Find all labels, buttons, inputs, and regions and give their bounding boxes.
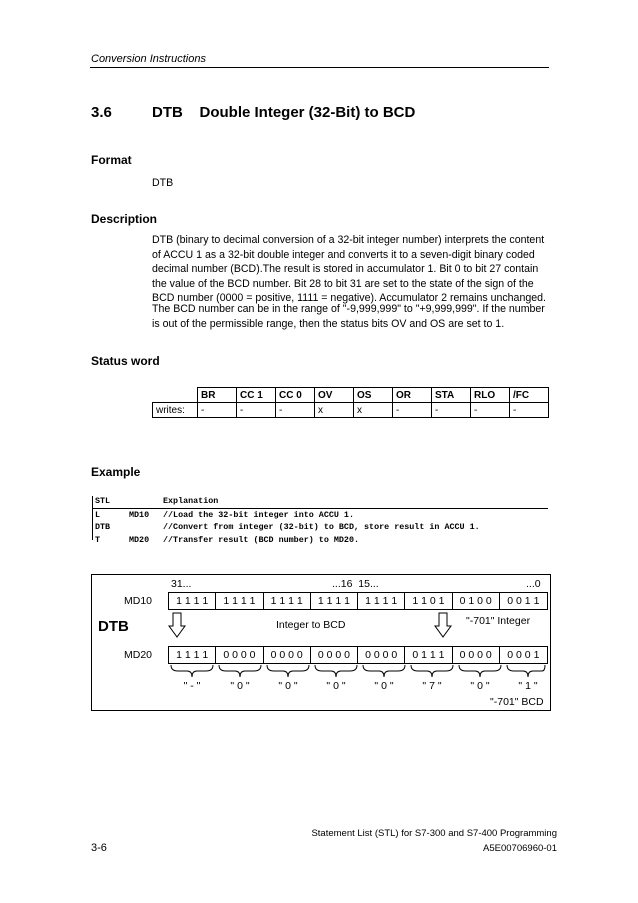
bit-nibble: 0 0 0 0 xyxy=(358,647,405,663)
code-col-explanation: Explanation xyxy=(163,496,219,506)
status-row-label: writes: xyxy=(153,403,198,418)
description-paragraph-2: The BCD number can be in the range of "-9,999,999" to "+9,999,999". If the number is out of the permissible range, then the status bits OV and OS are set to 1. xyxy=(152,303,545,330)
status-col-fc: /FC xyxy=(510,388,549,403)
md10-label: MD10 xyxy=(124,595,153,607)
code-comment: //Load the 32-bit integer into ACCU 1. xyxy=(163,509,354,520)
bit-nibble: 1 1 1 1 xyxy=(264,593,311,609)
format-value: DTB xyxy=(152,177,174,189)
status-value: - xyxy=(198,403,237,418)
bit-nibble: 0 0 0 1 xyxy=(507,649,540,661)
footer-title: Statement List (STL) for S7-300 and S7-400 Programming xyxy=(311,828,557,839)
bcd-digit: " 7 " xyxy=(422,680,442,692)
status-col-ov: OV xyxy=(315,388,354,403)
status-value: - xyxy=(510,403,549,418)
bit-nibble: 1 1 0 1 xyxy=(405,593,452,609)
down-arrow-icon xyxy=(168,612,186,638)
status-value: x xyxy=(315,403,354,418)
section-number: 3.6 xyxy=(91,104,112,121)
bit-label-high: 31... xyxy=(171,578,192,590)
status-col-cc0: CC 0 xyxy=(276,388,315,403)
code-line xyxy=(92,509,548,522)
code-op: L xyxy=(95,509,101,520)
code-arg: MD20 xyxy=(129,534,150,545)
format-heading: Format xyxy=(91,153,132,167)
source-value-label: "-701" Integer xyxy=(466,615,531,627)
status-value: - xyxy=(393,403,432,418)
code-col-stl: STL xyxy=(95,496,111,506)
down-arrow-icon xyxy=(434,612,452,638)
status-value: - xyxy=(432,403,471,418)
bit-nibble: 0 0 0 0 xyxy=(453,647,500,663)
page-number: 3-6 xyxy=(91,842,107,854)
bit-nibble: 0 0 0 0 xyxy=(216,647,263,663)
result-value-label: "-701" BCD xyxy=(490,696,544,708)
bit-nibble: 1 1 1 1 xyxy=(169,647,216,663)
code-op: T xyxy=(95,534,101,545)
md10-bit-row xyxy=(168,592,548,610)
code-arg xyxy=(129,521,163,534)
status-value: - xyxy=(276,403,315,418)
running-header: Conversion Instructions xyxy=(91,53,206,65)
bit-nibble: 1 1 1 1 xyxy=(216,593,263,609)
section-title: DTB Double Integer (32-Bit) to BCD xyxy=(152,104,416,121)
bit-nibble: 1 1 1 1 xyxy=(311,593,358,609)
footer-doc-number: A5E00706960-01 xyxy=(483,843,557,854)
bcd-digit: " 1 " xyxy=(518,680,538,692)
status-col-br: BR xyxy=(198,388,237,403)
status-value: - xyxy=(471,403,510,418)
bcd-digit: " - " xyxy=(183,680,201,692)
bit-nibble: 1 1 1 1 xyxy=(358,593,405,609)
code-line xyxy=(92,521,548,534)
code-line xyxy=(92,534,548,547)
status-value: - xyxy=(237,403,276,418)
md20-bit-row xyxy=(168,646,548,664)
bcd-digit: " 0 " xyxy=(326,680,346,692)
status-value: x xyxy=(354,403,393,418)
conversion-description: Integer to BCD xyxy=(276,619,346,631)
header-rule xyxy=(90,67,549,68)
code-header-row xyxy=(92,495,548,509)
status-col-rlo: RLO xyxy=(471,388,510,403)
bit-label-mid: ...16 15... xyxy=(332,578,379,590)
nibble-braces xyxy=(168,664,548,678)
status-word-heading: Status word xyxy=(91,354,160,368)
bit-nibble: 0 0 0 0 xyxy=(311,647,358,663)
code-comment: //Convert from integer (32-bit) to BCD, store result in ACCU 1. xyxy=(163,522,480,532)
status-col-or: OR xyxy=(393,388,432,403)
md20-label: MD20 xyxy=(124,649,153,661)
bcd-digit: " 0 " xyxy=(374,680,394,692)
description-heading: Description xyxy=(91,212,158,226)
status-col-sta: STA xyxy=(432,388,471,403)
status-col-cc1: CC 1 xyxy=(237,388,276,403)
code-example xyxy=(92,495,548,546)
status-col-os: OS xyxy=(354,388,393,403)
code-arg: MD10 xyxy=(129,509,150,520)
status-word-writes-row xyxy=(153,403,549,418)
example-heading: Example xyxy=(91,465,141,479)
code-op: DTB xyxy=(95,522,111,532)
conversion-diagram xyxy=(91,574,551,711)
bit-label-low: ...0 xyxy=(526,578,541,590)
code-comment: //Transfer result (BCD number) to MD20. xyxy=(163,534,360,545)
bcd-digit: " 0 " xyxy=(230,680,250,692)
status-word-table xyxy=(152,387,549,418)
bit-nibble: 0 1 1 1 xyxy=(405,647,452,663)
bit-nibble: 0 0 0 0 xyxy=(264,647,311,663)
status-word-header-row xyxy=(153,388,549,403)
dtb-label: DTB xyxy=(98,618,129,635)
description-paragraph-1: DTB (binary to decimal conversion of a 32-bit integer number) interprets the content of ACCU 1 as a 32-bit double integer and converts it to a seven-digit binary coded decimal number (BCD).The result is stored in accumulator 1. Bit 0 to bit 27 contain the value of the BCD number. Bit 28 to bit 31 are set to the state of the sign of the BCD number (0000 = positive, 1111 = negative). Accumulator 2 remains unchanged. xyxy=(152,234,546,304)
bit-nibble: 1 1 1 1 xyxy=(169,593,216,609)
bcd-digit: " 0 " xyxy=(470,680,490,692)
bit-nibble: 0 1 0 0 xyxy=(453,593,500,609)
status-word-corner xyxy=(153,388,198,403)
bcd-digit: " 0 " xyxy=(278,680,298,692)
bit-nibble: 0 0 1 1 xyxy=(507,595,540,607)
